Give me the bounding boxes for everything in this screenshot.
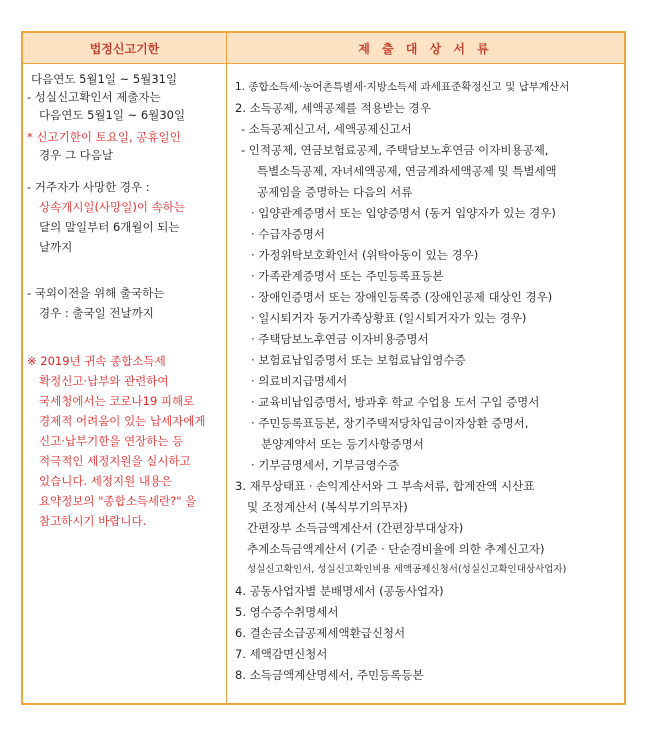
document-item: · 가정위탁보호확인서 (위탁아동이 있는 경우) [251, 248, 479, 262]
covid-notice-line: ※ 2019년 귀속 종합소득세 [27, 354, 166, 368]
covid-notice-line: 요약정보의 "종합소득세란?" 을 [39, 494, 197, 508]
document-item: 4. 공동사업자별 분배명세서 (공동사업자) [235, 584, 444, 598]
document-item: 공제임을 증명하는 다음의 서류 [257, 185, 413, 199]
document-item: · 수급자증명서 [251, 227, 325, 241]
deadline-column [23, 64, 227, 703]
document-item: 및 조정계산서 (복식부기의무자) [247, 500, 408, 514]
document-item: · 주민등록표등본, 장기주택저당차입금이자상환 증명서, [251, 416, 529, 430]
document-item: · 기부금명세서, 기부금영수증 [251, 458, 399, 472]
header-filing-deadline: 법정신고기한 [23, 33, 227, 64]
document-item: · 주택담보노후연금 이자비용증명서 [251, 332, 429, 346]
deadline-line: 날까지 [39, 240, 73, 254]
deadline-line: 달의 말일부터 6개월이 되는 [39, 220, 180, 234]
document-item: 간편장부 소득금액계산서 (간편장부대상자) [247, 521, 464, 535]
document-item: 분양계약서 또는 등기사항증명서 [261, 437, 424, 451]
covid-notice-line: 확정신고·납부와 관련하여 [39, 374, 169, 388]
document-item: 성실신고확인서, 성실신고확인비용 세액공제신청서(성실신고확인대상사업자) [247, 564, 567, 575]
deadline-line: - 국외이전을 위해 출국하는 [27, 286, 165, 300]
document-item: · 보험료납입증명서 또는 보험료납입영수증 [251, 353, 466, 367]
covid-notice-line: 국세청에서는 코로나19 피해로 [39, 394, 195, 408]
covid-notice-line: 참고하시기 바랍니다. [39, 514, 147, 528]
deadline-line: 다음연도 5월1일 ~ 5월31일 [31, 72, 178, 86]
deadline-line: - 거주자가 사망한 경우 : [27, 180, 150, 194]
documents-column [227, 64, 624, 703]
document-item: 3. 재무상태표 · 손익계산서와 그 부속서류, 합계잔액 시산표 [235, 479, 535, 493]
document-item: · 장애인증명서 또는 장애인등록증 (장애인공제 대상인 경우) [251, 290, 553, 304]
document-item: 7. 세액감면신청서 [235, 647, 328, 661]
document-item: · 가족관계증명서 또는 주민등록표등본 [251, 269, 444, 283]
deadline-line: - 성실신고확인서 제출자는 [27, 90, 161, 104]
document-item: 1. 종합소득세·농어촌특별세·지방소득세 과세표준확정신고 및 납부계산서 [235, 81, 570, 93]
document-item: · 의료비지급명세서 [251, 374, 348, 388]
deadline-line: 다음연도 5월1일 ~ 6월30일 [39, 108, 186, 122]
deadline-line: 경우 그 다음날 [39, 148, 113, 162]
document-item: 8. 소득금액계산명세서, 주민등록등본 [235, 668, 424, 682]
filing-table [21, 31, 626, 705]
covid-notice-line: 적극적인 세정지원을 실시하고 [39, 454, 191, 468]
document-item: · 교육비납입증명서, 방과후 학교 수업용 도서 구입 증명서 [251, 395, 540, 409]
document-item: 2. 소득공제, 세액공제를 적용받는 경우 [235, 101, 431, 115]
document-item: 5. 영수증수취명세서 [235, 605, 339, 619]
document-item: 추계소득금액계산서 (기준 · 단순경비율에 의한 추계신고자) [247, 542, 545, 556]
covid-notice-line: 신고·납부기한을 연장하는 등 [39, 434, 184, 448]
deadline-line: 상속개시일(사망일)이 속하는 [39, 200, 185, 214]
document-item: - 인적공제, 연금보험료공제, 주택담보노후연금 이자비용공제, [241, 143, 549, 157]
document-item: - 소득공제신고서, 세액공제신고서 [241, 122, 412, 136]
deadline-note: * 신고기한이 토요일, 공휴일인 [27, 130, 181, 144]
deadline-line: 경우 : 출국일 전날까지 [39, 306, 154, 320]
covid-notice-line: 경제적 어려움이 있는 납세자에게 [39, 414, 206, 428]
document-item: · 입양관계증명서 또는 입양증명서 (동거 입양자가 있는 경우) [251, 206, 556, 220]
document-item: · 일시퇴거자 동거가족상황표 (일시퇴거자가 있는 경우) [251, 311, 527, 325]
header-required-documents: 제 출 대 상 서 류 [227, 33, 624, 64]
covid-notice-line: 있습니다. 세정지원 내용은 [39, 474, 173, 488]
document-item: 특별소득공제, 자녀세액공제, 연금계좌세액공제 및 특별세액 [257, 164, 557, 178]
document-item: 6. 결손금소급공제세액환급신청서 [235, 626, 406, 640]
